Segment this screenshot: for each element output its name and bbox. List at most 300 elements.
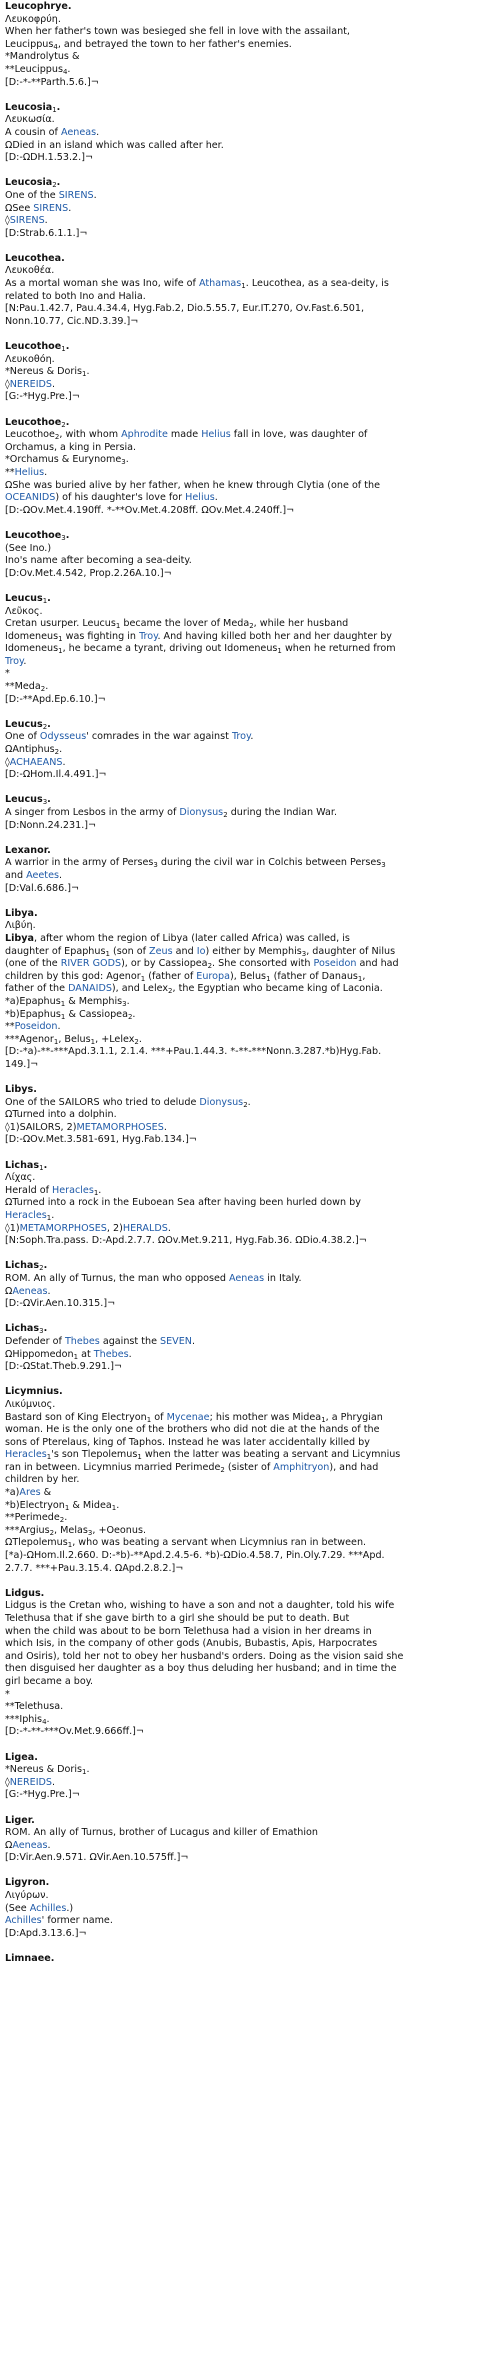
subscript-index: 3: [381, 861, 386, 870]
entry-headword: [5, 1877, 487, 1890]
text-run: **: [5, 1021, 15, 1033]
link-achaeans[interactable]: ACHAEANS: [9, 756, 63, 768]
link-dionysus[interactable]: Dionysus: [179, 807, 224, 818]
text-run: & Midea: [69, 1499, 112, 1511]
text-run: , after whom the region of Libya (later called Africa) was called, is: [34, 932, 350, 944]
entry-line: [5, 1286, 487, 1299]
entry-line: Λευκοφρύη.: [5, 13, 61, 25]
text-run: ' former name.: [41, 1915, 113, 1927]
text-run: .: [58, 869, 63, 881]
entry: [5, 417, 487, 518]
entry-line: [D:-ΩHom.Il.4.491.]¬: [5, 769, 107, 781]
entry-headword: [5, 530, 487, 543]
text-run: .: [44, 466, 48, 478]
link-oceanids[interactable]: OCEANIDS: [5, 492, 56, 504]
entry-line: *Mandrolytus &: [5, 51, 80, 63]
link-zeus[interactable]: Zeus: [149, 945, 173, 957]
entry-line: [D:-*a)-**-***Apd.3.1.1, 2.1.4. ***+Pau.1.44.3. *-**-***Nonn.3.287.*b)Hyg.Fab.: [5, 1046, 382, 1058]
entry-line: Λευκωσία.: [5, 114, 55, 126]
text-run: **Perimede: [5, 1512, 60, 1524]
text-run: ' comrades in the war against: [86, 731, 232, 743]
text-run: *b)Epaphus: [5, 1008, 61, 1020]
text-run: and: [172, 945, 197, 957]
entry-line: ΩShe was buried alive by her father, when he knew through Clytia (one of the: [5, 479, 380, 491]
headword: Leucus: [5, 592, 43, 604]
link-poseidon[interactable]: Poseidon: [14, 1021, 58, 1033]
entry-line: Λεῦκος.: [5, 605, 43, 617]
entry-line: [5, 1349, 487, 1362]
entry-headword: [5, 341, 487, 354]
subscript-index: 2: [134, 1037, 139, 1046]
headword: Leucothoe: [5, 341, 62, 353]
subscript-index: 1: [61, 345, 66, 354]
headword: Leucosia: [5, 101, 53, 113]
entry-headword: [5, 1752, 487, 1765]
headword: Lichas: [5, 1260, 40, 1272]
subscript-index: 1: [60, 1012, 66, 1021]
entry-headword: [5, 253, 487, 266]
text-run: daughter of Epaphus: [5, 945, 106, 957]
text-run: ) of his daughter's love for: [55, 492, 186, 504]
text-run: ΩHippomedon: [5, 1348, 74, 1360]
entry-line: which Isis, in the company of other gods (Anubis, Bubastis, Apis, Harpocrates: [5, 1638, 378, 1650]
entry-line: [5, 1525, 487, 1538]
entry-line: *: [5, 668, 10, 680]
text-run: , +Lelex: [95, 1033, 135, 1045]
entry-headword: [5, 1815, 487, 1828]
entry: [5, 1323, 487, 1373]
entry-line: 149.]¬: [5, 1058, 39, 1070]
link-metamorphoses[interactable]: METAMORPHOSES: [76, 1121, 164, 1133]
text-run: .: [64, 1512, 68, 1524]
entry-line: [5, 631, 487, 644]
text-run: .): [66, 1902, 74, 1914]
subscript-index: 1: [266, 974, 271, 983]
text-run: when he returned from: [281, 643, 396, 655]
link-heralds[interactable]: HERALDS: [122, 1222, 168, 1234]
text-run: ***Argius: [5, 1524, 50, 1536]
text-run: **Leucippus: [5, 63, 63, 75]
subscript-index: 2: [207, 962, 213, 971]
text-run: Ω: [5, 1839, 13, 1851]
entry-line: [5, 467, 487, 480]
entry-line: [5, 1034, 487, 1047]
entry-headword: [5, 177, 487, 190]
text-run: , 2): [106, 1222, 123, 1234]
text-run: ), and had: [329, 1461, 379, 1473]
entry-headword: [5, 1386, 487, 1399]
text-run: , a Phrygian: [325, 1411, 383, 1423]
text-run: .: [93, 189, 97, 201]
text-run: , with whom: [59, 429, 122, 441]
subscript-index: 2: [249, 622, 254, 631]
text-run: A cousin of: [5, 126, 61, 138]
headword: Leucothea.: [5, 252, 65, 264]
headword: Lichas: [5, 1159, 40, 1171]
text-run: .: [247, 1096, 251, 1108]
link-nereids[interactable]: NEREIDS: [9, 378, 53, 390]
link-aeneas[interactable]: Aeneas: [229, 1272, 265, 1284]
headword: Libya: [5, 932, 34, 944]
subscript-index: 2: [220, 1465, 225, 1474]
text-run: ***Iphis: [5, 1713, 43, 1725]
text-run: A singer from Lesbos in the army of: [5, 807, 180, 818]
subscript-index: 1: [82, 1768, 87, 1777]
entry-line: *: [5, 1688, 10, 1700]
entry-line: [5, 1223, 487, 1236]
entry-line: [5, 1210, 487, 1223]
subscript-index: 1: [53, 1037, 59, 1046]
entry: [5, 177, 487, 240]
entry: [5, 1588, 487, 1739]
subscript-index: 3: [39, 1327, 44, 1336]
subscript-index: 1: [137, 1453, 142, 1462]
text-run: .: [116, 1499, 120, 1511]
headword: .: [56, 177, 61, 189]
text-run: and had: [356, 958, 399, 970]
headword: .: [43, 1260, 48, 1272]
entry-line: [5, 731, 487, 744]
headword: .: [65, 341, 70, 353]
entry-line: [5, 127, 487, 140]
link-troy[interactable]: Troy: [139, 630, 158, 642]
entry-line: [5, 1449, 487, 1462]
subscript-index: 3: [121, 458, 126, 467]
headword: Licymnius.: [5, 1386, 63, 1398]
link-danaids[interactable]: DANAIDS: [68, 983, 112, 995]
entry: [5, 1260, 487, 1310]
link-poseidon[interactable]: Poseidon: [313, 958, 357, 970]
link-amphitryon[interactable]: Amphitryon: [273, 1461, 330, 1473]
text-run: (son of: [109, 945, 150, 957]
subscript-index: 2: [59, 1516, 65, 1525]
entry-line: [5, 857, 487, 870]
entry-line: ΩTurned into a dolphin.: [5, 1109, 117, 1121]
text-run: Leucothoe: [5, 429, 55, 441]
text-run: .: [67, 63, 71, 75]
headword: Limnaee.: [5, 1953, 55, 1965]
headword: .: [47, 592, 51, 604]
text-run: *b)Electryon: [5, 1499, 65, 1511]
entry-line: children by her.: [5, 1474, 80, 1486]
entry: [5, 102, 487, 165]
text-run: ◊: [5, 378, 10, 390]
entry-line: Nonn.10.77, Cic.ND.3.39.]¬: [5, 315, 139, 327]
text-run: .: [167, 1222, 171, 1234]
text-run: .: [126, 995, 130, 1007]
entry-line: [5, 1412, 487, 1425]
text-run: *a): [5, 1487, 20, 1499]
entry-line: [5, 366, 487, 379]
text-run: As a mortal woman she was Ino, wife of: [5, 278, 199, 290]
headword: Ligyron.: [5, 1877, 50, 1889]
entry-headword: [5, 1260, 487, 1273]
subscript-index: 2: [40, 685, 46, 694]
subscript-index: 2: [52, 181, 57, 190]
entry-line: [5, 64, 487, 77]
entry-line: [5, 1764, 487, 1777]
link-nereids[interactable]: NEREIDS: [9, 1776, 53, 1788]
link-aeneas[interactable]: Aeneas: [12, 1285, 48, 1297]
text-run: ***Agenor: [5, 1033, 54, 1045]
text-run: was fighting in: [62, 630, 140, 642]
text-run: .: [98, 1184, 102, 1196]
subscript-index: 2: [49, 1528, 55, 1537]
link-seven[interactable]: SEVEN: [160, 1335, 192, 1347]
subscript-index: 1: [60, 999, 66, 1008]
headword: Ligea.: [5, 1751, 38, 1763]
entry: [5, 719, 487, 782]
entry-line: [5, 618, 487, 631]
subscript-index: 3: [301, 949, 307, 958]
entry-headword: [5, 1160, 487, 1173]
entry-line: ROM. An ally of Turnus, brother of Lucagus and killer of Emathion: [5, 1827, 318, 1839]
link-athamas[interactable]: Athamas: [198, 278, 242, 290]
headword: .: [56, 101, 61, 113]
text-run: 's son Tlepolemus: [51, 1449, 138, 1461]
text-run: .: [132, 1008, 136, 1020]
entry-line: [5, 215, 487, 228]
text-run: *Nereus & Doris: [5, 366, 83, 378]
text-run: One of the SAILORS who tried to delude: [5, 1096, 200, 1108]
entry-line: [5, 807, 487, 820]
entry-headword: [5, 719, 487, 732]
text-run: & Memphis: [65, 995, 123, 1007]
link-helius[interactable]: Helius: [201, 429, 231, 441]
entry-line: Orchamus, a king in Persia.: [5, 441, 137, 453]
text-run: . Leucothea, as a sea-deity, is: [245, 278, 389, 290]
text-run: Bastard son of King Electryon: [5, 1411, 147, 1423]
text-run: , he became a tyrant, driving out Idomeneus: [62, 643, 278, 655]
text-run: and: [5, 869, 27, 881]
text-run: Idomeneus: [5, 643, 59, 655]
text-run: Herald of: [5, 1184, 53, 1196]
link-troy[interactable]: Troy: [5, 655, 24, 667]
link-mycenae[interactable]: Mycenae: [166, 1411, 210, 1423]
entry-line: [5, 1487, 487, 1500]
entry-line: [D:-ΩOv.Met.3.581-691, Hyg.Fab.134.]¬: [5, 1134, 197, 1146]
entry-headword: [5, 1084, 487, 1097]
link-aphrodite[interactable]: Aphrodite: [121, 429, 168, 441]
headword: .: [43, 1159, 48, 1171]
headword: Lidgus.: [5, 1587, 45, 1599]
link-europa[interactable]: Europa: [196, 970, 230, 982]
entry-line: [5, 656, 487, 669]
entry-line: [5, 870, 487, 883]
entry-line: [D:Vir.Aen.9.571. ΩVir.Aen.10.575ff.]¬: [5, 1852, 189, 1864]
link-odysseus[interactable]: Odysseus: [39, 731, 87, 743]
link-aeetes[interactable]: Aeetes: [26, 869, 59, 881]
entry-line: [5, 744, 487, 757]
subscript-index: 1: [277, 647, 282, 656]
entry: [5, 794, 487, 832]
subscript-index: 1: [146, 1415, 152, 1424]
text-run: ◊: [5, 1776, 10, 1788]
headword: Lexanor.: [5, 844, 51, 856]
entry-line: [D:Strab.6.1.1.]¬: [5, 227, 88, 239]
entry-line: [D:-*-**-***Ov.Met.9.666ff.]¬: [5, 1726, 144, 1738]
text-run: *Orchamus & Eurynome: [5, 454, 122, 466]
entry: [5, 1, 487, 89]
link-aeneas[interactable]: Aeneas: [12, 1839, 48, 1851]
entry-headword: [5, 794, 487, 807]
entry-line: [5, 1009, 487, 1022]
entry-headword: [5, 593, 487, 606]
text-run: Defender of: [5, 1335, 65, 1347]
entry-line: [D:Val.6.686.]¬: [5, 882, 80, 894]
text-run: ΩTlepolemus: [5, 1537, 68, 1549]
entry-line: [N:Pau.1.42.7, Pau.4.34.4, Hyg.Fab.2, Dio.5.55.7, Eur.IT.270, Ov.Fast.6.501,: [5, 303, 365, 315]
subscript-index: 1: [357, 974, 363, 983]
link-sirens[interactable]: SIRENS: [58, 189, 94, 201]
link-achilles[interactable]: Achilles: [29, 1902, 67, 1914]
text-run: ΩAntiphus: [5, 744, 55, 756]
link-heracles[interactable]: Heracles: [5, 1449, 47, 1461]
link-sirens[interactable]: SIRENS: [33, 202, 69, 214]
entry-line: [5, 454, 487, 467]
headword: .: [47, 718, 51, 730]
link-aeneas[interactable]: Aeneas: [60, 126, 97, 138]
link-heracles[interactable]: Heracles: [5, 1210, 47, 1221]
text-run: A warrior in the army of Perses: [5, 857, 154, 869]
entry-line: [5, 996, 487, 1009]
entry: [5, 1752, 487, 1802]
headword: Liger.: [5, 1814, 35, 1826]
entry: [5, 593, 487, 706]
entry-line: [*a)-ΩHom.Il.2.660. D:-*b)-**Apd.2.4.5-6. *b)-ΩDio.4.58.7, Pin.Oly.7.29. ***Apd.: [5, 1550, 385, 1562]
entry-line: [5, 1336, 487, 1349]
link-helius[interactable]: Helius: [185, 492, 215, 504]
link-troy[interactable]: Troy: [231, 731, 251, 743]
text-run: ◊1): [5, 1222, 20, 1234]
entry-line: ΩDied in an island which was called after her.: [5, 139, 224, 151]
text-run: of: [151, 1411, 167, 1423]
entry: [5, 1877, 487, 1940]
entry-line: [5, 1021, 487, 1034]
text-run: (father of Danaus: [270, 970, 358, 982]
entry-headword: [5, 417, 487, 430]
text-run: (father of: [145, 970, 197, 982]
subscript-index: 1: [64, 1503, 70, 1512]
subscript-index: 2: [54, 748, 60, 757]
entry-line: 2.7.7. ***+Pau.3.15.4. ΩApd.2.8.2.]¬: [5, 1562, 184, 1574]
entry: [5, 1953, 487, 1966]
subscript-index: 3: [42, 798, 48, 807]
text-run: , the Egyptian who became king of Laconia.: [172, 983, 383, 995]
entry-line: [5, 1537, 487, 1550]
text-run: .: [125, 454, 129, 466]
text-run: .: [46, 1713, 50, 1725]
entry-line: Λιβύη.: [5, 920, 36, 932]
entry-line: [5, 1273, 487, 1286]
text-run: ,: [362, 970, 366, 982]
link-achilles[interactable]: Achilles: [5, 1915, 42, 1927]
entry-line: Ino's name after becoming a sea-deity.: [5, 555, 192, 567]
entry-line: [5, 1714, 487, 1727]
subscript-index: 1: [39, 1163, 44, 1172]
entry-line: [5, 971, 487, 984]
text-run: One of the: [5, 189, 59, 201]
link-ares[interactable]: Ares: [19, 1487, 41, 1499]
subscript-index: 1: [321, 1415, 326, 1424]
entry-headword: [5, 845, 487, 858]
subscript-index: 3: [87, 1528, 93, 1537]
entry-line: [5, 1097, 487, 1110]
entry-line: When her father's town was besieged she fell in love with the assailant,: [5, 26, 350, 38]
entry-line: Telethusa that if she gave birth to a girl she should be put to death. But: [5, 1613, 350, 1624]
entry-line: (See Ino.): [5, 542, 52, 554]
link-helius[interactable]: Helius: [14, 466, 45, 478]
text-run: ROM. An ally of Turnus, the man who opposed: [5, 1272, 229, 1284]
headword: Leucosia: [5, 177, 53, 189]
subscript-index: 2: [42, 722, 48, 731]
subscript-index: 1: [93, 1188, 99, 1197]
entry-line: [5, 379, 487, 392]
text-run: .: [59, 744, 63, 756]
text-run: *a)Epaphus: [5, 995, 61, 1007]
text-run: ) either by Memphis: [205, 945, 302, 957]
link-metamorphoses[interactable]: METAMORPHOSES: [19, 1222, 107, 1234]
text-run: when the latter was beating a servant and Licymnius: [141, 1449, 401, 1461]
link-dionysus[interactable]: Dionysus: [199, 1096, 244, 1108]
text-run: .: [47, 1839, 51, 1851]
entry-line: related to both Ino and Halia.: [5, 290, 146, 302]
headword: Leucothoe: [5, 529, 62, 541]
text-run: , Melas: [54, 1524, 88, 1536]
entry-line: [D:-*-**Parth.5.6.]¬: [5, 76, 99, 88]
entry: [5, 530, 487, 580]
entry-headword: [5, 1, 487, 14]
entry-line: [5, 946, 487, 959]
entry-line: [5, 757, 487, 770]
text-run: .: [68, 202, 72, 214]
text-run: , daughter of Nilus: [306, 945, 396, 957]
headword: .: [65, 416, 70, 428]
entry-line: and Osiris), told her not to obey her husband's orders. Doing as the vision said she: [5, 1650, 404, 1662]
text-run: Leucippus: [5, 38, 54, 50]
link-river-gods[interactable]: RIVER GODS: [60, 958, 122, 970]
text-run: , while her husband: [253, 618, 349, 630]
entry-line: [5, 643, 487, 656]
subscript-index: 1: [58, 647, 63, 656]
headword: Leucothoe: [5, 416, 62, 428]
text-run: father of the: [5, 983, 69, 995]
subscript-index: 3: [61, 533, 66, 542]
text-run: *Nereus & Doris: [5, 1764, 83, 1776]
entry-line: [5, 190, 487, 203]
text-run: .: [45, 681, 49, 693]
text-run: ), and Lelex: [111, 983, 169, 995]
subscript-index: 1: [140, 974, 146, 983]
text-run: during the civil war in Colchis between Perses: [157, 857, 382, 869]
text-run: .: [57, 1021, 61, 1033]
entry-line: girl became a boy.: [5, 1675, 94, 1687]
entry-line: woman. He is the only one of the brothers who did not die at the hands of the: [5, 1424, 380, 1436]
link-heracles[interactable]: Heracles: [52, 1184, 94, 1196]
entry-line: [D:Ov.Met.4.542, Prop.2.26A.10.]¬: [5, 567, 172, 579]
text-run: (See: [5, 1902, 30, 1914]
entry-line: ΩTurned into a rock in the Euboean Sea after having been hurled down by: [5, 1197, 361, 1209]
subscript-index: 2: [39, 1264, 44, 1273]
link-thebes[interactable]: Thebes: [64, 1335, 100, 1347]
subscript-index: 2: [61, 420, 66, 429]
subscript-index: 3: [153, 861, 158, 870]
link-thebes[interactable]: Thebes: [93, 1348, 129, 1360]
entry-line: [D:-ΩDH.1.53.2.]¬: [5, 152, 93, 164]
link-io[interactable]: Io: [196, 945, 206, 957]
subscript-index: 1: [42, 596, 48, 605]
link-sirens[interactable]: SIRENS: [9, 215, 45, 227]
